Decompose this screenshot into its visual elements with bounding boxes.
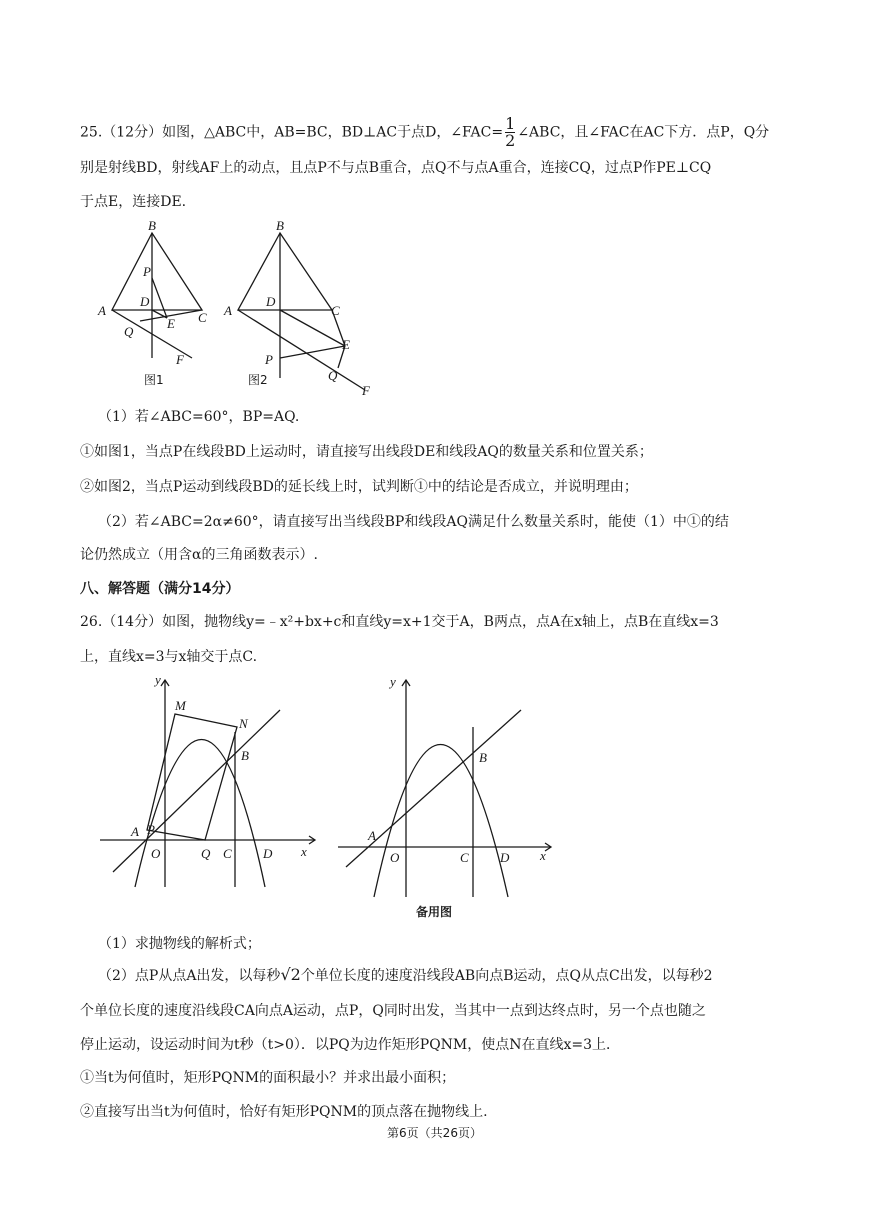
q26-part2-i: ①当t为何值时，矩形PQNM的面积最小？并求出最小面积；: [80, 1070, 456, 1086]
triangle-abc: [112, 233, 202, 310]
q25-figure-1: [92, 218, 212, 393]
label-b: B: [479, 750, 487, 765]
q26-part2-ii: ②直接写出当t为何值时，恰好有矩形PQNM的顶点落在抛物线上.: [80, 1104, 488, 1120]
q26-figure-backup: [336, 672, 556, 922]
fraction-numerator: 1: [505, 114, 516, 133]
label-p: P: [265, 352, 273, 367]
q26-line-2: 上，直线x=3与x轴交于点C.: [80, 649, 258, 665]
label-a: A: [368, 828, 376, 843]
q25-part1-i: ①如图1，当点P在线段BD上运动时，请直接写出线段DE和线段AQ的数量关系和位置关系；: [80, 444, 653, 460]
q25-part1: （1）若∠ABC=60°，BP=AQ.: [98, 409, 300, 425]
q26-part1: （1）求抛物线的解析式；: [98, 936, 261, 952]
label-b: B: [241, 748, 249, 763]
label-b: B: [148, 218, 156, 233]
label-d: D: [140, 294, 150, 309]
q25-line-3: 于点E，连接DE.: [80, 194, 187, 210]
label-e: E: [342, 337, 350, 352]
label-d: D: [500, 850, 510, 865]
label-b: B: [276, 218, 284, 233]
label-f: F: [362, 383, 370, 398]
section-heading: 八、解答题（满分14分）: [80, 581, 240, 597]
label-x: x: [540, 848, 546, 863]
half-fraction: [505, 116, 515, 149]
label-y: y: [155, 672, 161, 687]
q25-line-2: 别是射线BD，射线AF上的动点，且点P不与点B重合，点Q不与点A重合，连接CQ，过点P作PE⊥CQ: [80, 160, 712, 176]
q26-line-1: 26.（14分）如图，抛物线y=﹣x²+bx+c和直线y=x+1交于A，B两点，点A在x轴上，点B在直线x=3: [80, 614, 719, 630]
q25-line-1b: ∠ABC，且∠FAC在AC下方．点P，Q分: [517, 124, 770, 141]
label-q: Q: [124, 324, 134, 339]
label-c: C: [460, 850, 469, 865]
label-d: D: [266, 294, 276, 309]
label-n: N: [239, 716, 248, 731]
label-y: y: [390, 674, 396, 689]
label-a: A: [98, 303, 106, 318]
q26-figure-main: [95, 672, 320, 894]
label-d: D: [263, 846, 273, 861]
label-a: A: [224, 303, 232, 318]
label-m: M: [175, 698, 186, 713]
triangle-abc: [238, 233, 332, 310]
label-c: C: [198, 310, 207, 325]
label-o: O: [151, 846, 161, 861]
q25-part1-ii: ②如图2，当点P运动到线段BD的延长线上时，试判断①中的结论是否成立，并说明理由；: [80, 479, 638, 495]
label-p: P: [147, 822, 155, 837]
rectangle-pqnm: [147, 714, 237, 840]
q26-part2-a1: （2）点P从点A出发，以每秒: [98, 968, 281, 984]
label-p: P: [143, 264, 151, 279]
backup-figure-caption: 备用图: [416, 905, 453, 919]
label-e: E: [167, 316, 175, 331]
line-y-x-plus-1: [113, 710, 280, 872]
q26-part2-b: 个单位长度的速度沿线段CA向点A运动，点P，Q同时出发，当其中一点到达终点时，另一个点也随之: [80, 1003, 706, 1019]
page-footer: 第6页（共26页）: [387, 1126, 482, 1140]
q26-part2-c: 停止运动，设运动时间为t秒（t>0）．以PQ为边作矩形PQNM，使点N在直线x=3上．: [80, 1037, 621, 1053]
fraction-denominator: 2: [505, 131, 516, 150]
label-q: Q: [328, 368, 338, 383]
q26-part2-a: [98, 965, 713, 986]
q25-line-1: [80, 116, 769, 149]
label-c: C: [331, 303, 340, 318]
segment-pe: [152, 278, 167, 318]
label-x: x: [301, 844, 307, 859]
label-c: C: [223, 846, 232, 861]
label-f: F: [176, 352, 184, 367]
label-a: A: [131, 824, 139, 839]
q25-part2-a: （2）若∠ABC=2α≠60°，请直接写出当线段BP和线段AQ满足什么数量关系时，能使（1）中①的结: [98, 514, 729, 530]
q25-part2-b: 论仍然成立（用含α的三角函数表示）.: [80, 547, 318, 563]
label-q: Q: [201, 846, 211, 861]
q26-part2-a2: 个单位长度的速度沿线段AB向点B运动，点Q从点C出发，以每秒2: [300, 968, 713, 984]
figure-2-caption: 图2: [248, 373, 268, 387]
figure-1-caption: 图1: [144, 373, 164, 387]
label-o: O: [390, 850, 400, 865]
q25-line-1a: 25.（12分）如图，△ABC中，AB=BC，BD⊥AC于点D，∠FAC=: [80, 124, 504, 141]
sqrt-2-symbol: √2: [280, 965, 301, 984]
q25-figure-2: [220, 218, 380, 398]
parabola: [374, 745, 508, 898]
